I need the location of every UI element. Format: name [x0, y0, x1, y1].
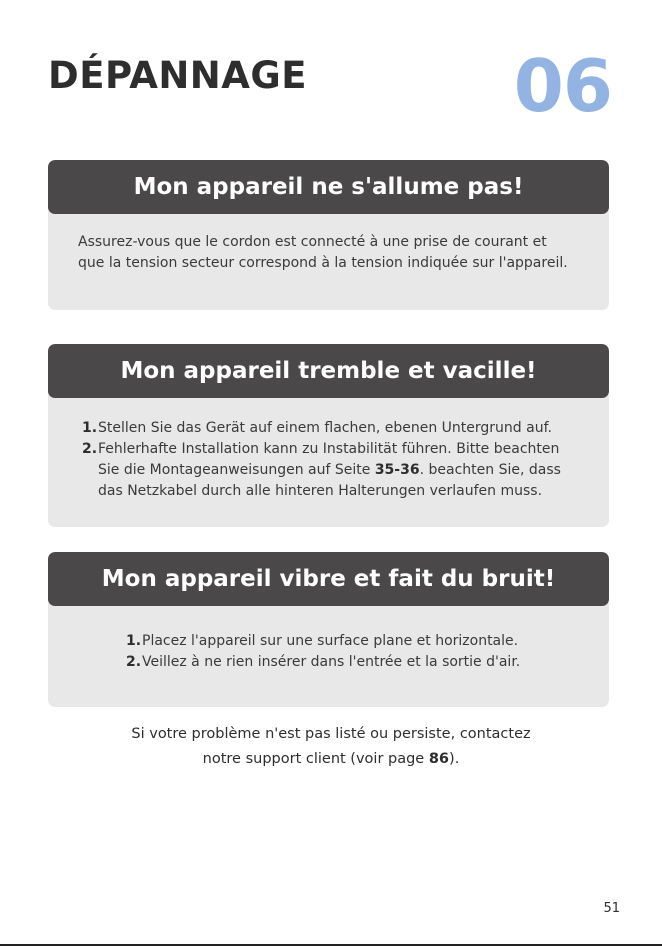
- step-number: 2.: [126, 654, 142, 670]
- support-page-reference: 86: [428, 751, 450, 767]
- support-note-text: ).: [449, 751, 460, 767]
- page-number: 51: [603, 901, 620, 916]
- section-heading: Mon appareil tremble et vacille!: [48, 344, 609, 398]
- support-note: [0, 722, 662, 772]
- step-text: Placez l'appareil sur une surface plane et horizontale.: [142, 633, 519, 649]
- step-item: [126, 631, 609, 652]
- chapter-number: 06: [513, 44, 612, 128]
- section-body: [48, 214, 609, 274]
- step-text: Stellen Sie das Gerät auf einem flachen, ebenen Untergrund auf.: [98, 420, 552, 436]
- support-note-line: [0, 747, 662, 772]
- section-heading: Mon appareil vibre et fait du bruit!: [48, 552, 609, 606]
- support-note-text: notre support client (voir page: [202, 751, 429, 767]
- section-heading: Mon appareil ne s'allume pas!: [48, 160, 609, 214]
- section-body: [48, 398, 609, 502]
- step-item: [126, 652, 609, 673]
- body-line: Assurez-vous que le cordon est connecté à une prise de courant et: [78, 234, 547, 250]
- step-text-part: . beachten Sie, dass das Netzkabel durch alle hinteren Halterungen verlaufen muss.: [98, 462, 561, 499]
- page-reference: 35-36: [374, 462, 420, 478]
- section-body: [48, 606, 609, 673]
- step-text-part: Fehlerhafte Installation kann zu Instabilität führen. Bitte beachten Sie die Montageanweisungen auf Seite: [98, 441, 560, 478]
- support-note-line: Si votre problème n'est pas listé ou persiste, contactez: [131, 726, 531, 742]
- page-title: DÉPANNAGE: [48, 54, 308, 97]
- step-text: Veillez à ne rien insérer dans l'entrée et la sortie d'air.: [142, 654, 521, 670]
- troubleshoot-section-power: [48, 160, 609, 310]
- troubleshoot-section-wobble: [48, 344, 609, 527]
- step-number: 1.: [82, 420, 98, 436]
- step-number: 1.: [126, 633, 142, 649]
- step-text: [98, 439, 579, 502]
- body-line: que la tension secteur correspond à la tension indiquée sur l'appareil.: [78, 255, 568, 271]
- troubleshoot-section-noise: [48, 552, 609, 707]
- step-item: [82, 418, 579, 439]
- step-number: 2.: [82, 441, 98, 457]
- step-item: [82, 439, 579, 502]
